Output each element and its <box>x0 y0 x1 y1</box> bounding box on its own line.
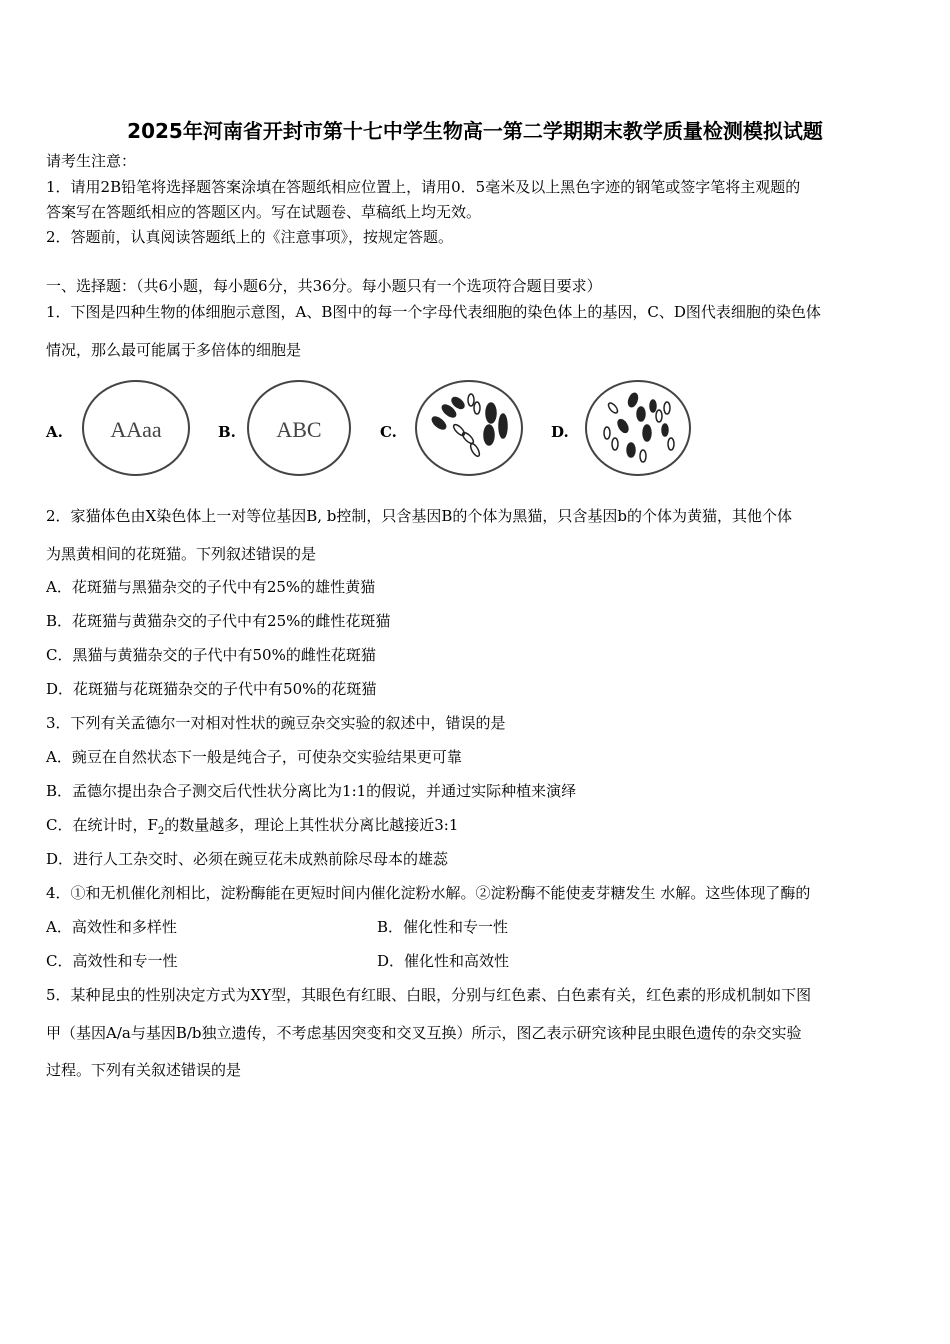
q1-cell-d <box>583 378 693 478</box>
q4-option-c: C．高效性和专一性 <box>46 952 178 970</box>
q2-option-c: C．黑猫与黄猫杂交的子代中有50%的雌性花斑猫 <box>46 646 376 664</box>
q3-option-a: A．豌豆在自然状态下一般是纯合子，可使杂交实验结果更可靠 <box>46 748 462 766</box>
q2-option-a: A．花斑猫与黑猫杂交的子代中有25%的雄性黄猫 <box>46 578 376 596</box>
q4-option-b: B．催化性和专一性 <box>377 918 509 936</box>
cell-a-genes: AAaa <box>110 417 162 442</box>
q3-option-c: C．在统计时，$F_2$的数量越多，理论上其性状分离比越接近3:1 <box>46 816 459 837</box>
q3-option-d: D．进行人工杂交时、必须在豌豆花未成熟前除尽母本的雄蕊 <box>46 850 449 868</box>
notice-heading: 请考生注意： <box>46 152 137 170</box>
q3-option-b: B．孟德尔提出杂合子测交后代性状分离比为1:1的假说，并通过实际种植来演绎 <box>46 782 577 800</box>
q5-stem-a: 5．某种昆虫的性别决定方式为XY型，其眼色有红眼、白眼，分别与红色素、白色素有关，红色素的形成机制如下图 <box>46 986 812 1004</box>
q4-stem: 4．①和无机催化剂相比，淀粉酶能在更短时间内催化淀粉水解。②淀粉酶不能使麦芽糖发生 水解。这些体现了酶的 <box>46 884 811 902</box>
q1-cell-c <box>413 378 525 478</box>
q5-stem-c: 过程。下列有关叙述错误的是 <box>46 1061 242 1079</box>
q2-option-b: B．花斑猫与黄猫杂交的子代中有25%的雌性花斑猫 <box>46 612 391 630</box>
q1-label-c: C. <box>380 423 397 441</box>
q3-stem: 3．下列有关孟德尔一对相对性状的豌豆杂交实验的叙述中，错误的是 <box>46 714 506 732</box>
q1-stem-a: 1．下图是四种生物的体细胞示意图，A、B图中的每一个字母代表细胞的染色体上的基因，C、D图代表细胞的染色体 <box>46 303 821 321</box>
q2-stem-b: 为黑黄相间的花斑猫。下列叙述错误的是 <box>46 545 317 563</box>
notice-item-1a: 1．请用2B铅笔将选择题答案涂填在答题纸相应位置上，请用0．5毫米及以上黑色字迹的钢笔或签字笔将主观题的 <box>46 178 801 196</box>
page-title: 2025年河南省开封市第十七中学生物高一第二学期期末教学质量检测模拟试题 <box>127 119 823 143</box>
q5-stem-b: 甲（基因A/a与基因B/b独立遗传，不考虑基因突变和交叉互换）所示，图乙表示研究该种昆虫眼色遗传的杂交实验 <box>46 1024 802 1042</box>
q1-stem-b: 情况，那么最可能属于多倍体的细胞是 <box>46 341 302 359</box>
q1-label-b: B. <box>218 423 236 441</box>
q2-stem-a: 2．家猫体色由X染色体上一对等位基因B, b控制，只含基因B的个体为黑猫，只含基因b的个体为黄猫，其他个体 <box>46 507 793 525</box>
cell-b-genes: ABC <box>276 417 322 442</box>
q1-label-d: D. <box>551 423 569 441</box>
q2-option-d: D．花斑猫与花斑猫杂交的子代中有50%的花斑猫 <box>46 680 377 698</box>
notice-item-1b: 答案写在答题纸相应的答题区内。写在试题卷、草稿纸上均无效。 <box>46 203 482 221</box>
notice-item-2: 2．答题前，认真阅读答题纸上的《注意事项》，按规定答题。 <box>46 228 454 246</box>
q1-cell-a <box>80 378 192 478</box>
q1-cell-b <box>245 378 353 478</box>
q4-option-a: A．高效性和多样性 <box>46 918 177 936</box>
section-heading: 一、选择题：（共6小题，每小题6分，共36分。每小题只有一个选项符合题目要求） <box>46 277 602 295</box>
q1-label-a: A. <box>46 423 63 441</box>
q4-option-d: D．催化性和高效性 <box>377 952 510 970</box>
